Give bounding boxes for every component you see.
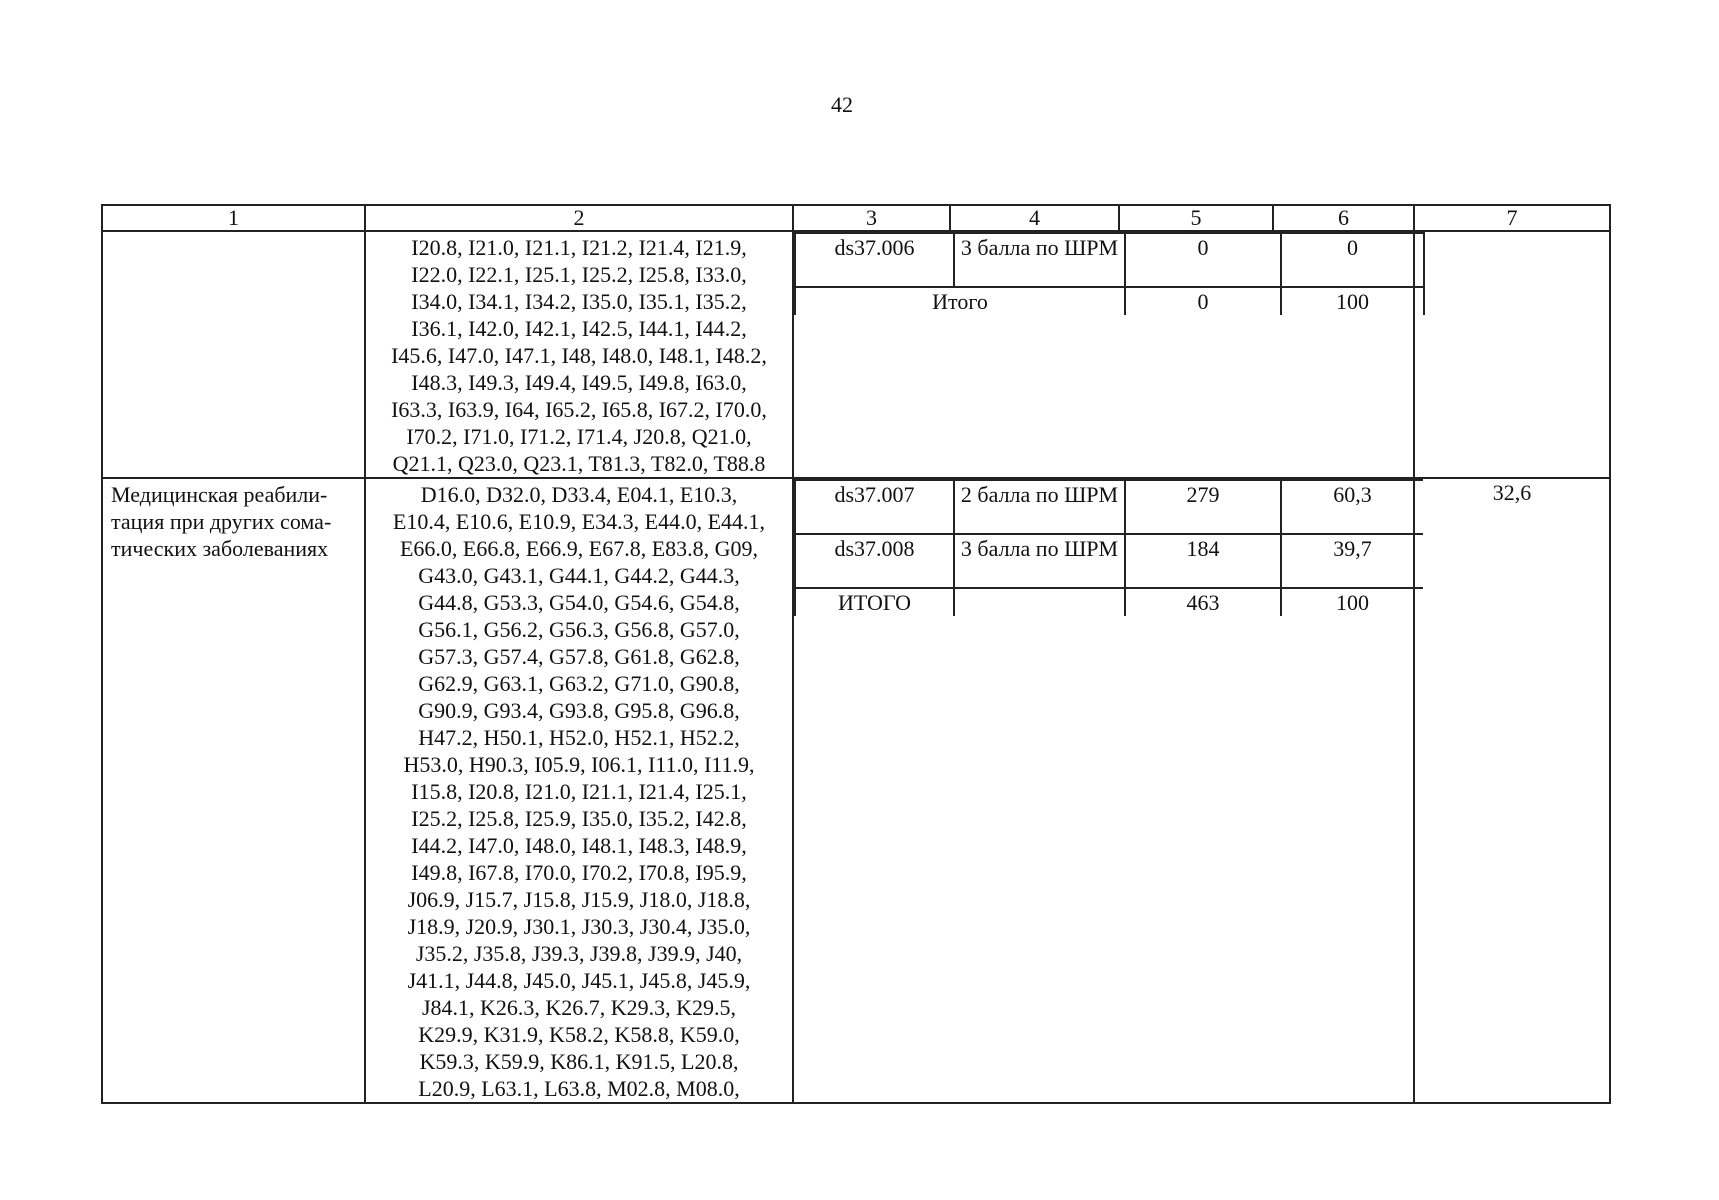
shrm-score: 3 балла по ШРМ (954, 534, 1125, 588)
total-share: 100 (1281, 287, 1424, 315)
ksg-breakdown-table (794, 232, 1425, 315)
ksg-breakdown-table (794, 479, 1423, 616)
codes-line: I48.3, I49.3, I49.4, I49.5, I49.8, I63.0, (411, 370, 747, 395)
ksg-breakdown-cell (793, 231, 1414, 478)
codes-line: J41.1, J44.8, J45.0, J45.1, J45.8, J45.9, (407, 968, 751, 993)
codes-line: J18.9, J20.9, J30.1, J30.3, J30.4, J35.0, (407, 914, 751, 939)
category-line: Медицинская реабили- (111, 482, 328, 507)
case-share: 0 (1281, 233, 1424, 287)
header-cell-4: 4 (950, 205, 1119, 231)
codes-line: H53.0, H90.3, I05.9, I06.1, I11.0, I11.9, (403, 752, 755, 777)
codes-line: I36.1, I42.0, I42.1, I42.5, I44.1, I44.2, (411, 316, 747, 341)
page-number: 42 (831, 92, 853, 117)
codes-line: I25.2, I25.8, I25.9, I35.0, I35.2, I42.8, (411, 806, 747, 831)
codes-line: D16.0, D32.0, D33.4, E04.1, E10.3, (420, 482, 738, 507)
codes-line: I49.8, I67.8, I70.0, I70.2, I70.8, I95.9, (411, 860, 747, 885)
codes-line: L20.9, L63.1, L63.8, M02.8, M08.0, (418, 1076, 740, 1101)
coefficient-cell: 32,6 (1414, 478, 1610, 1103)
codes-line: G90.9, G93.4, G93.8, G95.8, G96.8, (418, 698, 740, 723)
header-cell-3: 3 (793, 205, 950, 231)
subrow (795, 480, 1423, 534)
codes-line: G62.9, G63.1, G63.2, G71.0, G90.8, (418, 671, 740, 696)
header-cell-1: 1 (102, 205, 365, 231)
shrm-score: 3 балла по ШРМ (954, 233, 1125, 287)
codes-line: I45.6, I47.0, I47.1, I48, I48.0, I48.1, I48.2, (391, 343, 767, 368)
category-line: тация при других сома- (111, 509, 332, 534)
total-share: 100 (1281, 588, 1423, 616)
codes-line: I70.2, I71.0, I71.2, I71.4, J20.8, Q21.0, (406, 424, 752, 449)
codes-line: E10.4, E10.6, E10.9, E34.3, E44.0, E44.1, (392, 509, 766, 534)
case-share: 39,7 (1281, 534, 1423, 588)
tariff-table (101, 204, 1611, 1104)
codes-line: J84.1, K26.3, K26.7, K29.3, K29.5, (421, 995, 737, 1020)
total-row (795, 287, 1424, 315)
total-score-empty (954, 588, 1125, 616)
table-row (102, 478, 1610, 1103)
header-cell-2: 2 (365, 205, 793, 231)
shrm-score: 2 балла по ШРМ (954, 480, 1125, 534)
codes-line: H47.2, H50.1, H52.0, H52.1, H52.2, (418, 725, 740, 750)
codes-line: G56.1, G56.2, G56.3, G56.8, G57.0, (418, 617, 740, 642)
codes-line: G44.8, G53.3, G54.0, G54.6, G54.8, (418, 590, 740, 615)
header-cell-6: 6 (1273, 205, 1414, 231)
tariff-table-frame (101, 204, 1609, 1104)
diagnosis-codes-cell (365, 478, 793, 1103)
table-row (102, 231, 1610, 478)
ksg-breakdown-cell (793, 478, 1414, 1103)
ksg-code: ds37.007 (795, 480, 954, 534)
category-cell (102, 231, 365, 478)
diagnosis-codes-cell (365, 231, 793, 478)
codes-line: Q21.1, Q23.0, Q23.1, T81.3, T82.0, T88.8 (392, 451, 766, 476)
codes-line: K59.3, K59.9, K86.1, K91.5, L20.8, (419, 1049, 739, 1074)
header-row (102, 205, 1610, 231)
case-count: 279 (1125, 480, 1281, 534)
codes-line: I20.8, I21.0, I21.1, I21.2, I21.4, I21.9, (411, 235, 747, 260)
subrow (795, 534, 1423, 588)
total-label: ИТОГО (795, 588, 954, 616)
header-cell-5: 5 (1119, 205, 1273, 231)
subrow (795, 233, 1424, 287)
codes-line: G57.3, G57.4, G57.8, G61.8, G62.8, (418, 644, 740, 669)
coefficient-cell (1414, 231, 1610, 478)
total-count: 463 (1125, 588, 1281, 616)
codes-line: I15.8, I20.8, I21.0, I21.1, I21.4, I25.1, (411, 779, 747, 804)
codes-line: I63.3, I63.9, I64, I65.2, I65.8, I67.2, I70.0, (391, 397, 767, 422)
codes-line: I34.0, I34.1, I34.2, I35.0, I35.1, I35.2, (411, 289, 747, 314)
codes-line: E66.0, E66.8, E66.9, E67.8, E83.8, G09, (399, 536, 759, 561)
total-count: 0 (1125, 287, 1281, 315)
codes-line: J06.9, J15.7, J15.8, J15.9, J18.0, J18.8, (407, 887, 751, 912)
header-cell-7: 7 (1414, 205, 1610, 231)
ksg-code: ds37.006 (795, 233, 954, 287)
total-label: Итого (795, 287, 1125, 315)
case-count: 184 (1125, 534, 1281, 588)
category-line: тических заболеваниях (111, 536, 329, 561)
codes-line: G43.0, G43.1, G44.1, G44.2, G44.3, (418, 563, 740, 588)
category-cell (102, 478, 365, 1103)
codes-line: I44.2, I47.0, I48.0, I48.1, I48.3, I48.9, (411, 833, 747, 858)
codes-line: I22.0, I22.1, I25.1, I25.2, I25.8, I33.0, (411, 262, 747, 287)
case-count: 0 (1125, 233, 1281, 287)
codes-line: J35.2, J35.8, J39.3, J39.8, J39.9, J40, (415, 941, 743, 966)
codes-line: K29.9, K31.9, K58.2, K58.8, K59.0, (418, 1022, 740, 1047)
total-row (795, 588, 1423, 616)
ksg-code: ds37.008 (795, 534, 954, 588)
case-share: 60,3 (1281, 480, 1423, 534)
